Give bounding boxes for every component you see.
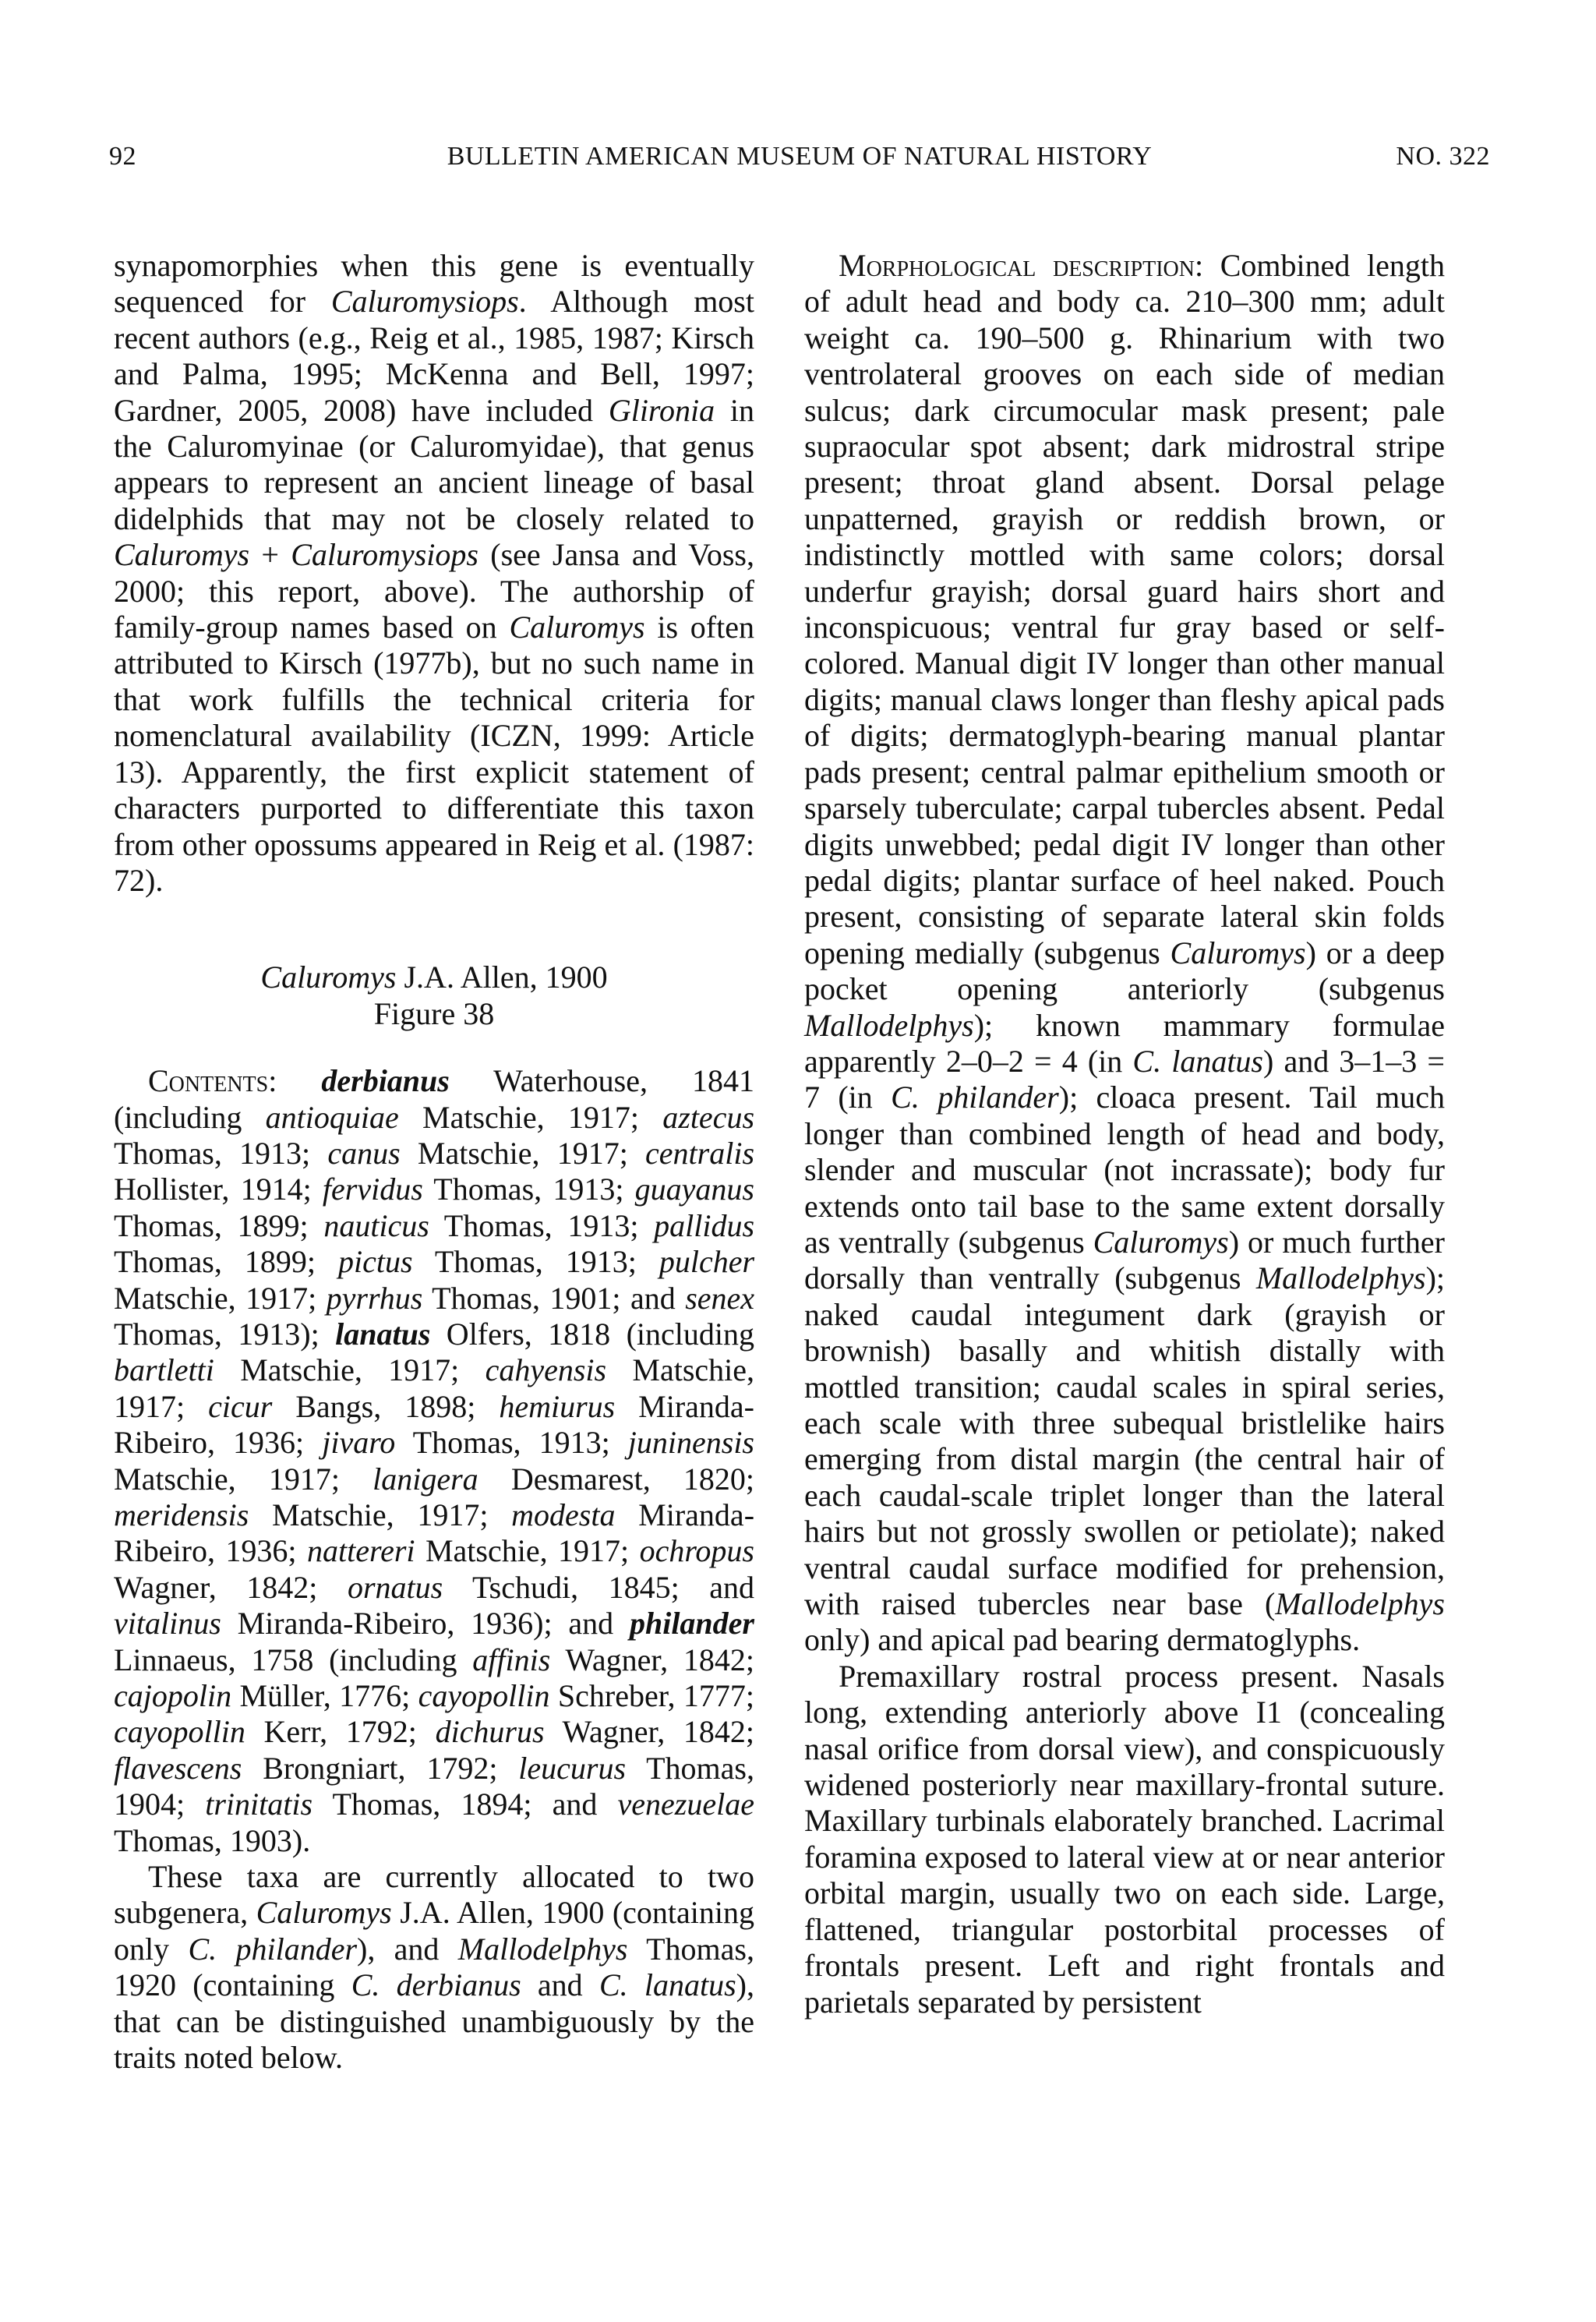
paragraph-synapomorphies: synapomorphies when this gene is eventually sequenced for Caluromysiops. Although most recent authors (e.g., Reig et al., 1985, 1987; Kirsch and Palma, 1995; McKenna and Bell, 1997; Gardner, 2005, 2008) have included Glironia in the Caluromyinae (or Caluromyidae), that genus appears to represent an ancient lineage of basal didelphids that may not be closely related to Caluromys + Caluromysiops (see Jansa and Voss, 2000; this report, above). The authorship of family-group names based on Caluromys is often attributed to Kirsch (1977b), but no such name in that work fulfills the technical criteria for nomenclatural availability (ICZN, 1999: Article 13). Apparently, the first explicit statement of characters purported to differentiate this taxon from other opossums appeared in Reig et al. (1987: 72). — [114, 248, 754, 898]
journal-title: BULLETIN AMERICAN MUSEUM OF NATURAL HISTORY — [447, 142, 1153, 171]
paragraph-cranial: Premaxillary rostral process present. Nasals long, extending anteriorly above I1 (concealing nasal orifice from dorsal view), and conspicuously widened posteriorly near maxillary-frontal suture. Maxillary turbinals elaborately branched. Lacrimal foramina exposed to lateral view at or near anterior orbital margin, usually two on each side. Large, flattened, triangular postorbital processes of frontals present. Left and right frontals and parietals separated by persistent — [804, 1658, 1445, 2020]
figure-reference: Figure 38 — [373, 995, 495, 1031]
genus-title: Caluromys J.A. Allen, 1900 — [260, 960, 608, 995]
right-column — [804, 248, 1445, 2020]
issue-number: NO. 322 — [1396, 142, 1490, 171]
page-number: 92 — [109, 142, 136, 171]
paragraph-subgenera: These taxa are currently allocated to two subgenera, Caluromys J.A. Allen, 1900 (containing only C. philander), and Mallodelphys Thomas, 1920 (containing C. derbianus and C. lanatus), that can be distinguished unambiguously by the traits noted below. — [114, 1859, 755, 2076]
paragraph-contents: Contents: derbianus Waterhouse, 1841 (including antioquiae Matschie, 1917; aztecus Thomas, 1913; canus Matschie, 1917; centralis Hollister, 1914; fervidus Thomas, 1913; guayanus Thomas, 1899; nauticus Thomas, 1913; pallidus Thomas, 1899; pictus Thomas, 1913; pulcher Matschie, 1917; pyrrhus Thomas, 1901; and senex Thomas, 1913); lanatus Olfers, 1818 (including bartletti Matschie, 1917; cahyensis Matschie, 1917; cicur Bangs, 1898; hemiurus Miranda-Ribeiro, 1936; jivaro Thomas, 1913; juninensis Matschie, 1917; lanigera Desmarest, 1820; meridensis Matschie, 1917; modesta Miranda-Ribeiro, 1936; nattereri Matschie, 1917; ochropus Wagner, 1842; ornatus Tschudi, 1845; and vitalinus Miranda-Ribeiro, 1936); and philander Linnaeus, 1758 (including affinis Wagner, 1842; cajopolin Müller, 1776; cayopollin Schreber, 1777; cayopollin Kerr, 1792; dichurus Wagner, 1842; flavescens Brongniart, 1792; leucurus Thomas, 1904; trinitatis Thomas, 1894; and venezuelae Thomas, 1903). — [114, 1063, 755, 1858]
paragraph-morphological-description: Morphological description: Combined length of adult head and body ca. 210–300 mm; adult weight ca. 190–500 g. Rhinarium with two ventrolateral grooves on each side of median sulcus; dark circumocular mask present; pale supraocular spot absent; dark midrostral stripe present; throat gland absent. Dorsal pelage unpatterned, grayish or reddish brown, or indistinctly mottled with same colors; dorsal underfur grayish; dorsal guard hairs short and inconspicuous; ventral fur gray based or self-colored. Manual digit IV longer than other manual digits; manual claws longer than fleshy apical pads of digits; dermatoglyph-bearing manual plantar pads present; central palmar epithelium smooth or sparsely tuberculate; carpal tubercles absent. Pedal digits unwebbed; pedal digit IV longer than other pedal digits; plantar surface of heel naked. Pouch present, consisting of separate lateral skin folds opening medially (subgenus Caluromys) or a deep pocket opening anteriorly (subgenus Mallodelphys); known mammary formulae apparently 2–0–2 = 4 (in C. lanatus) and 3–1–3 = 7 (in C. philander); cloaca present. Tail much longer than combined length of head and body, slender and muscular (not incrassate); body fur extends onto tail base to the same extent dorsally as ventrally (subgenus Caluromys) or much further dorsally than ventrally (subgenus Mallodelphys); naked caudal integument dark (grayish or brownish) basally and whitish distally with mottled transition; caudal scales in spiral series, each scale with three subequal bristlelike hairs emerging from distal margin (the central hair of each caudal-scale triplet longer than the lateral hairs but not grossly swollen or petiolate); naked ventral caudal surface modified for prehension, with raised tubercles near base (Mallodelphys only) and apical pad bearing dermatoglyphs. — [804, 248, 1446, 1658]
running-header — [109, 142, 1490, 189]
left-column — [114, 248, 754, 2076]
genus-heading — [114, 960, 754, 1032]
